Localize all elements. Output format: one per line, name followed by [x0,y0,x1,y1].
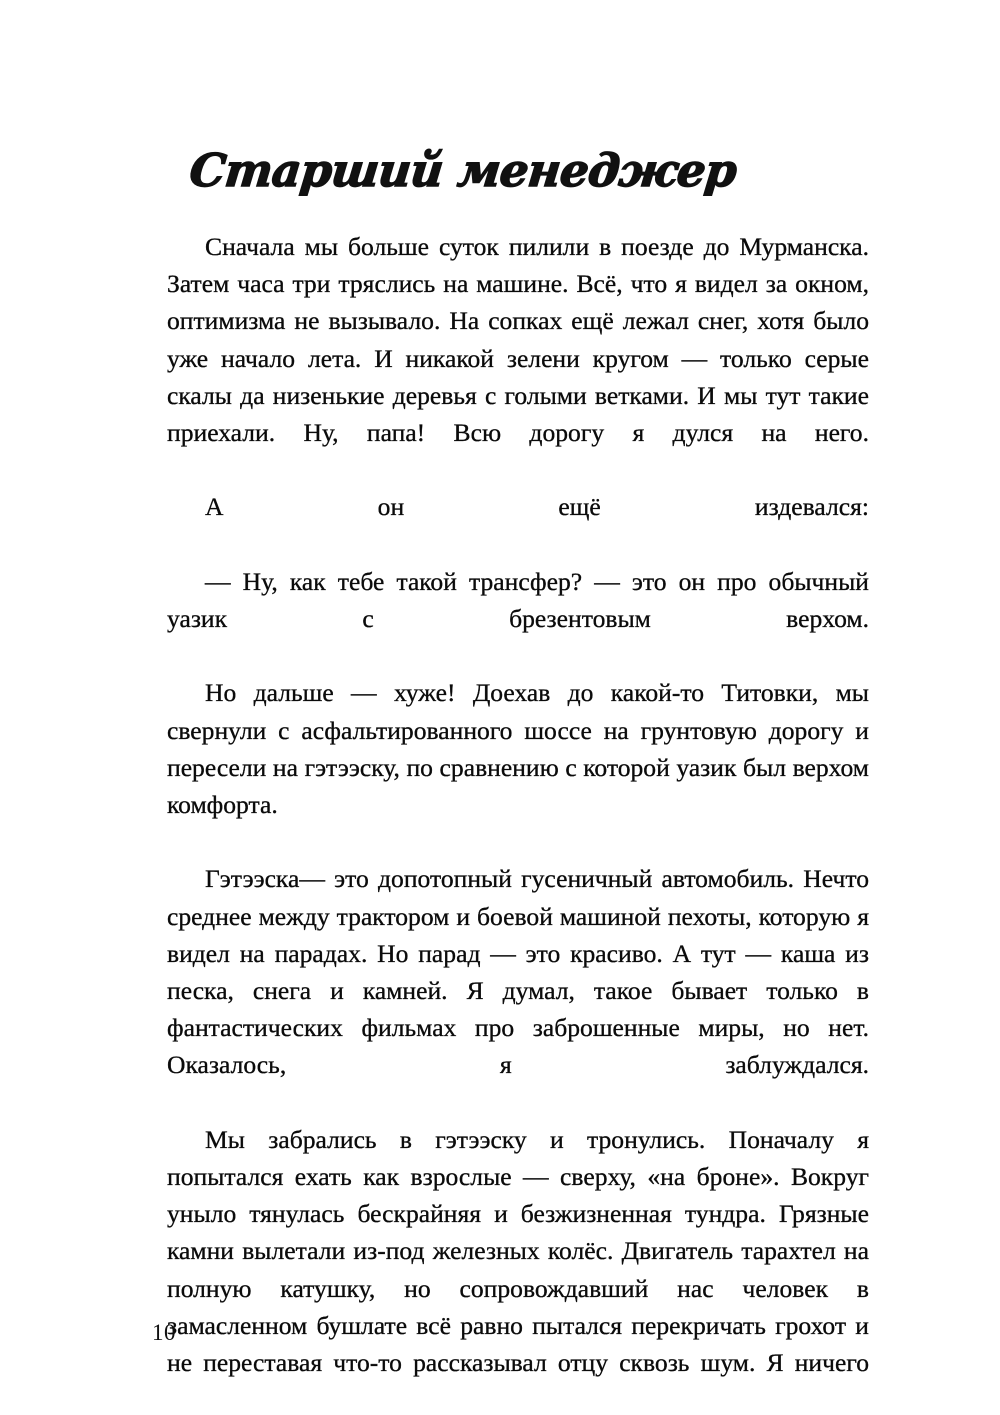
paragraph-dialogue: — Ну, как тебе такой трансфер? — это он про обычный уазик с брезентовым верхом. [167,566,869,634]
paragraph: Сначала мы больше суток пилили в поезде до Мурманска. Затем часа три тряслись на машине. Всё, что я видел за окном, оптимизма не вызывало. На сопках ещё лежал снег, хотя было уже начало лета. И никакой зелени кругом — только серые скалы да низенькие деревья с голыми ветками. И мы тут такие приехали. Ну, папа! Всю дорогу я дулся на него. [167,232,869,448]
paragraph: А он ещё издевался: [205,492,869,522]
chapter-title: Старший менеджер [187,144,739,198]
page-number: 10 [152,1320,176,1345]
body-text [167,228,869,1415]
paragraph: Но дальше — хуже! Доехав до какой-то Титовки, мы свернули с асфальтированного шоссе на грунтовую дорогу и пересели на гэтээску, по сравнению с которой уазик был верхом комфорта. [167,678,869,820]
paragraph: Мы забрались в гэтээску и тронулись. Поначалу я попытался ехать как взрослые — сверху, «на броне». Вокруг уныло тянулась бескрайняя и безжизненная тундра. Грязные камни вылетали из-под железных колёс. Двигатель тарахтел на полную катушку, но сопровождавший нас человек в замасленном бушлате всё равно пытался перекричать грохот и не переставая что-то рассказывал отцу сквозь шум. Я ничего [167,1124,869,1378]
paragraph: Гэтээска— это допотопный гусеничный автомобиль. Нечто среднее между трактором и боевой машиной пехоты, которую я видел на парадах. Но парад — это красиво. А тут — каша из песка, снега и камней. Я думал, такое бывает только в фантастических фильмах про заброшенные миры, но нет. Оказалось, я заблуждался. [167,864,869,1080]
